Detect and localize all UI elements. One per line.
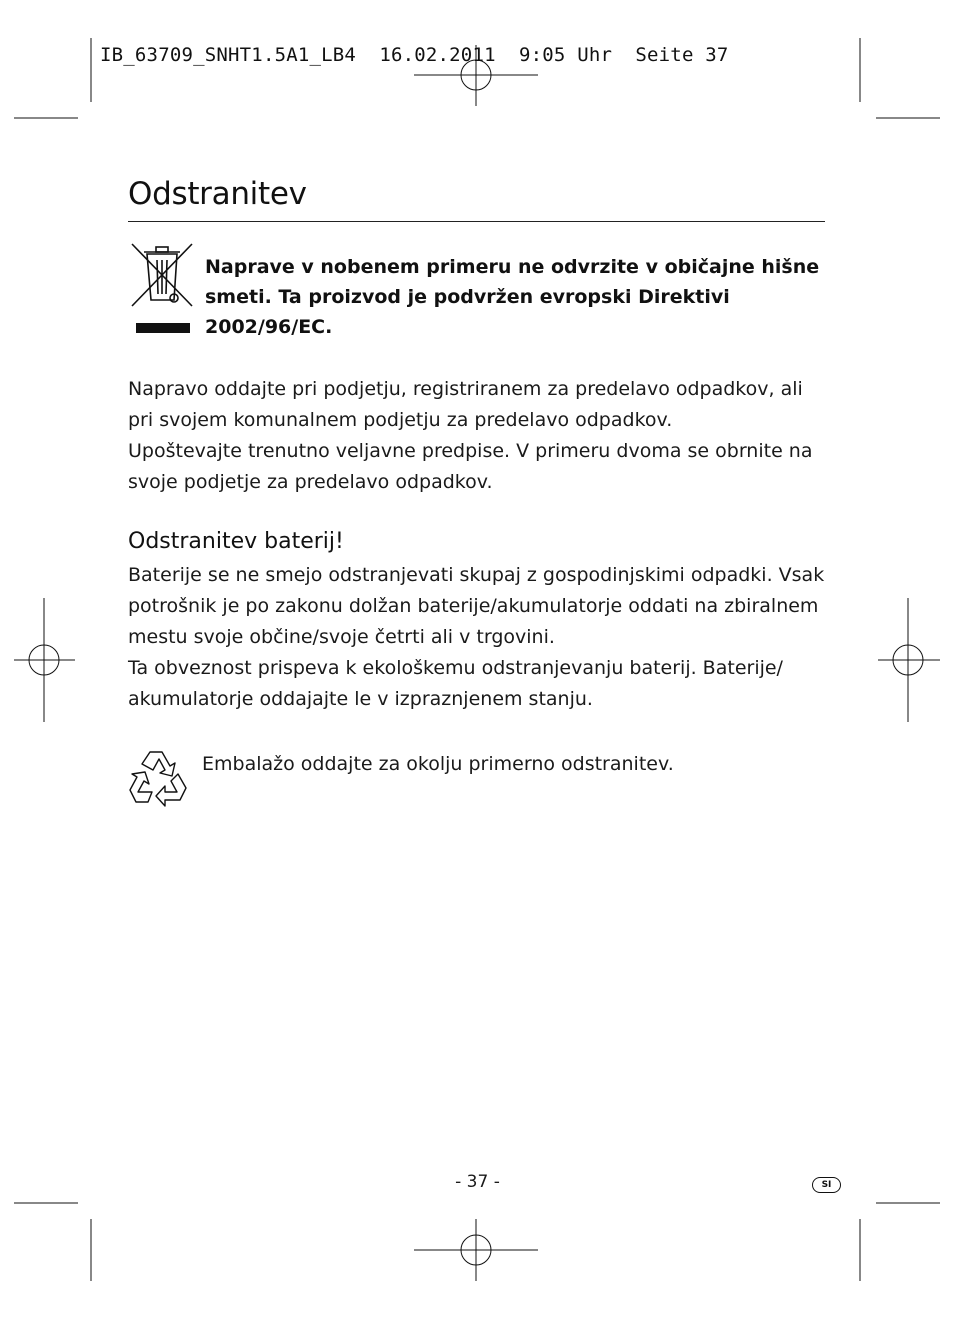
recycle-icon (128, 748, 194, 810)
packaging-disposal-notice: Embalažo oddajte za okolju primerno odstranitev. (202, 753, 674, 775)
battery-section-heading: Odstranitev baterij! (128, 529, 344, 554)
disposal-paragraph-1: Napravo oddajte pri podjetju, registriranem za predelavo odpadkov, ali pri svojem komunalnem podjetju za predelavo odpadkov. (128, 378, 803, 431)
language-badge: SI (812, 1177, 841, 1193)
weee-disposal-notice: Naprave v nobenem primeru ne odvrzite v običajne hišne smeti. Ta proizvod je podvržen evropski Direktivi 2002/96/EC. (205, 256, 820, 338)
page-title: Odstranitev (128, 176, 307, 212)
page-number: - 37 - (455, 1172, 500, 1192)
disposal-paragraph-2: Upoštevajte trenutno veljavne predpise. V primeru dvoma se obrnite na svoje podjetje za predelavo odpadkov. (128, 440, 813, 493)
battery-paragraph-2: Ta obveznost prispeva k ekološkemu odstranjevanju baterij. Baterije/ akumulatorje oddajajte le v izpraznjenem stanju. (128, 657, 783, 710)
print-header: IB_63709_SNHT1.5A1_LB4 16.02.2011 9:05 Uhr Seite 37 (100, 44, 729, 66)
title-divider (128, 221, 825, 222)
battery-paragraph-1: Baterije se ne smejo odstranjevati skupaj z gospodinjskimi odpadki. Vsak potrošnik je po zakonu dolžan baterije/akumulatorje oddati na zbiralnem mestu svoje občine/svoje četrti ali v trgovini. (128, 564, 825, 648)
crossed-out-wheelie-bin-icon (128, 240, 196, 340)
